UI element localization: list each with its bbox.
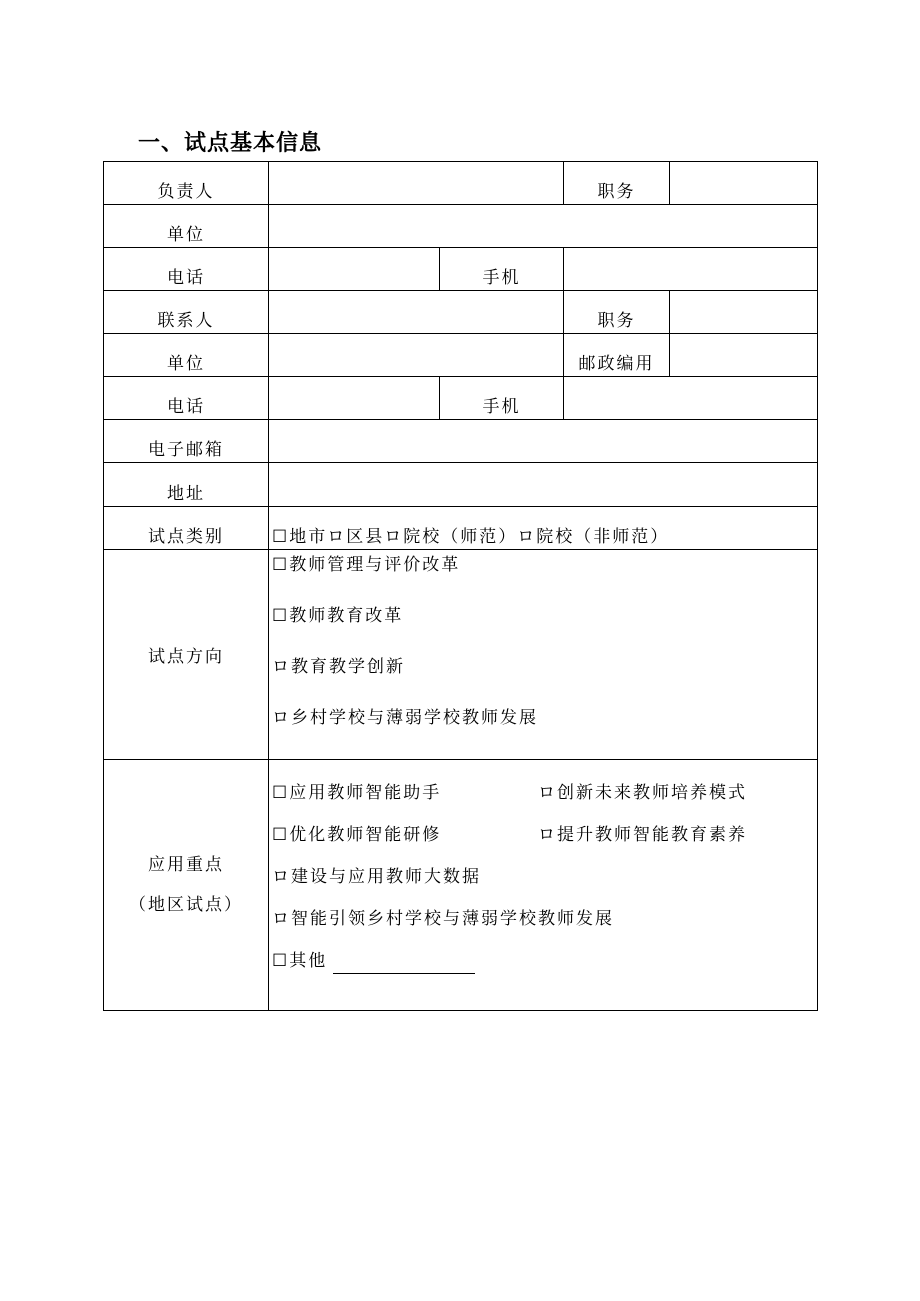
focus-option-big-data[interactable]: ロ建设与应用教师大数据 [272,867,481,887]
leader-phone-field[interactable] [269,248,440,291]
category-label: 试点类别 [104,507,269,550]
contact-mobile-label: 手机 [440,377,564,420]
leader-row [104,162,818,205]
focus-label [104,760,269,1011]
contact-phone-row [104,377,818,420]
leader-mobile-field[interactable] [564,248,818,291]
focus-option-smart-assistant[interactable]: ☐应用教师智能助手 [272,783,442,803]
direction-row [104,550,818,760]
leader-mobile-label: 手机 [440,248,564,291]
focus-row [104,760,818,1011]
focus-option-smart-literacy[interactable]: ロ提升教师智能教育素养 [538,825,747,845]
leader-phone-row [104,248,818,291]
direction-label: 试点方向 [104,550,269,760]
email-row [104,420,818,463]
contact-unit-label: 单位 [104,334,269,377]
contact-label: 联系人 [104,291,269,334]
leader-title-field[interactable] [670,162,818,205]
contact-title-label: 职务 [564,291,670,334]
contact-postcode-field[interactable] [670,334,818,377]
leader-label: 负责人 [104,162,269,205]
focus-label-line1: 应用重点 [148,855,224,875]
category-options[interactable]: ☐地市ロ区县ロ院校（师范）ロ院校（非师范） [269,507,818,550]
contact-phone-field[interactable] [269,377,440,420]
focus-option-other[interactable]: ☐其他 [272,951,328,971]
focus-options [269,760,818,1011]
address-field[interactable] [269,463,818,507]
contact-title-field[interactable] [670,291,818,334]
contact-mobile-field[interactable] [564,377,818,420]
contact-phone-label: 电话 [104,377,269,420]
contact-unit-field[interactable] [269,334,564,377]
focus-label-line2: （地区试点） [129,895,243,915]
email-label: 电子邮箱 [104,420,269,463]
leader-unit-label: 单位 [104,205,269,248]
focus-option-smart-training[interactable]: ☐优化教师智能研修 [272,825,442,845]
pilot-info-table [103,161,818,1011]
contact-unit-row [104,334,818,377]
focus-other-blank[interactable] [333,953,475,974]
direction-options [269,550,818,760]
focus-options-row1 [272,780,817,822]
focus-option-training-model[interactable]: ロ创新未来教师培养模式 [538,783,747,803]
focus-option-rural-smart[interactable]: ロ智能引领乡村学校与薄弱学校教师发展 [272,909,614,929]
focus-options-row5 [272,948,817,990]
direction-option-rural-schools[interactable]: ロ乡村学校与薄弱学校教师发展 [272,708,538,728]
direction-option-teacher-education[interactable]: ☐教师教育改革 [272,606,404,626]
focus-options-row2 [272,822,817,864]
contact-postcode-label: 邮政编用 [564,334,670,377]
address-row [104,463,818,507]
category-row [104,507,818,550]
section-title: 一、试点基本信息 [138,131,323,156]
address-label: 地址 [104,463,269,507]
leader-unit-row [104,205,818,248]
focus-options-row4 [272,906,817,948]
leader-title-label: 职务 [564,162,670,205]
leader-phone-label: 电话 [104,248,269,291]
email-field[interactable] [269,420,818,463]
contact-row [104,291,818,334]
contact-name-field[interactable] [269,291,564,334]
direction-option-teaching-innovation[interactable]: ロ教育教学创新 [272,657,405,677]
focus-options-row3 [272,864,817,906]
leader-unit-field[interactable] [269,205,818,248]
leader-name-field[interactable] [269,162,564,205]
direction-option-teacher-management[interactable]: ☐教师管理与评价改革 [272,555,461,575]
